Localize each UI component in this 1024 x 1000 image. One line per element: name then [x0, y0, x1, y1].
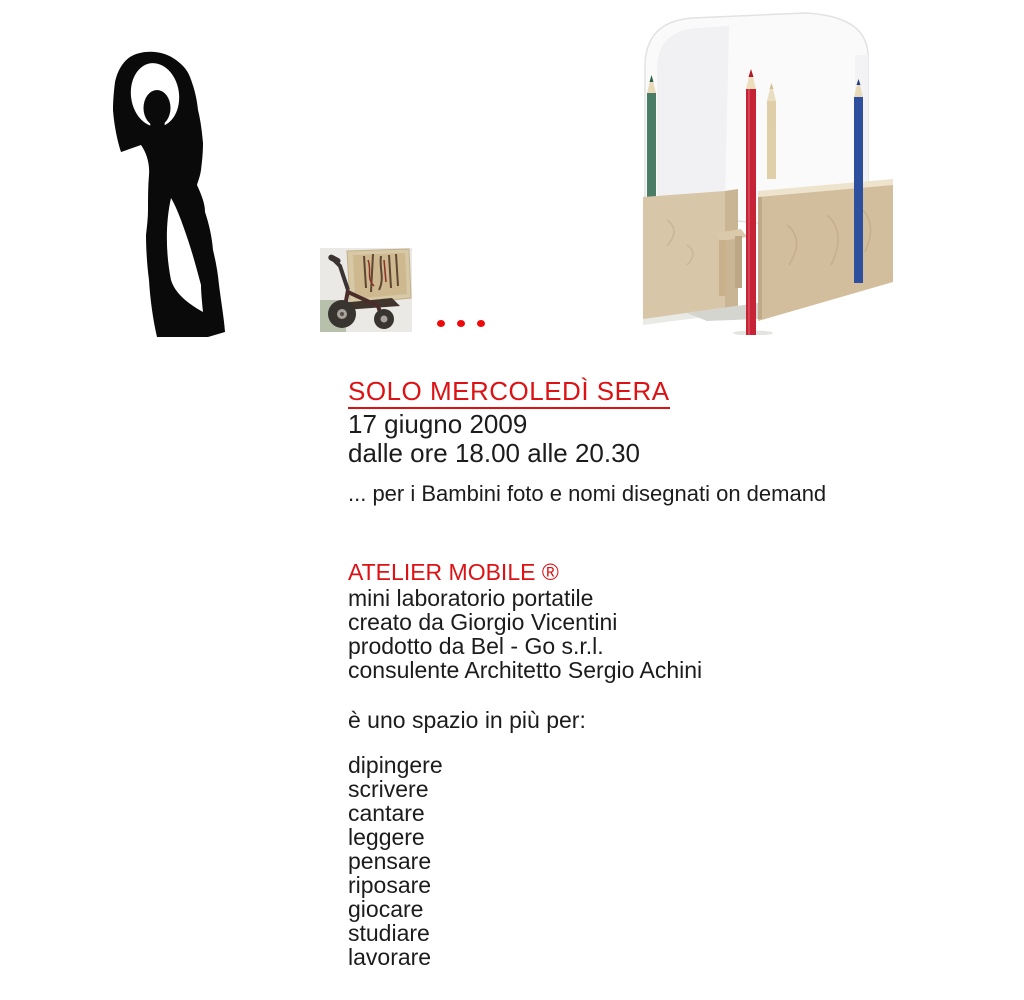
activity-item: leggere — [348, 824, 425, 850]
tricycle-atelier-icon — [320, 248, 412, 332]
product-intro: è uno spazio in più per: — [348, 707, 586, 733]
product-detail-line: creato da Giorgio Vicentini — [348, 609, 618, 635]
product-detail-line: mini laboratorio portatile — [348, 585, 594, 611]
activity-item: pensare — [348, 848, 432, 874]
activity-item: riposare — [348, 872, 432, 898]
tricycle-photo — [320, 248, 412, 332]
red-dot — [437, 320, 445, 327]
event-title: SOLO MERCOLEDÌ SERA — [348, 378, 670, 409]
atelier-mobile-photo — [627, 5, 895, 335]
activity-item: dipingere — [348, 752, 443, 778]
activity-item: studiare — [348, 920, 430, 946]
dancer-silhouette-icon — [113, 50, 229, 338]
dancer-silhouette-image — [113, 50, 229, 338]
product-name: ATELIER MOBILE ® — [348, 559, 559, 585]
activity-item: scrivere — [348, 776, 429, 802]
product-details — [348, 586, 702, 682]
pencil-booth-icon — [627, 5, 895, 335]
activity-item: cantare — [348, 800, 425, 826]
product-detail-line: prodotto da Bel - Go s.r.l. — [348, 633, 604, 659]
event-time: dalle ore 18.00 alle 20.30 — [348, 438, 641, 468]
product-detail-line: consulente Architetto Sergio Achini — [348, 657, 703, 683]
red-dot — [477, 320, 485, 327]
activities-list — [348, 753, 443, 969]
activity-item: lavorare — [348, 944, 432, 970]
event-note: ... per i Bambini foto e nomi disegnati on demand — [348, 481, 827, 506]
red-dots-decoration — [437, 320, 485, 327]
red-dot — [457, 320, 465, 327]
event-date: 17 giugno 2009 — [348, 409, 528, 439]
activity-item: giocare — [348, 896, 424, 922]
